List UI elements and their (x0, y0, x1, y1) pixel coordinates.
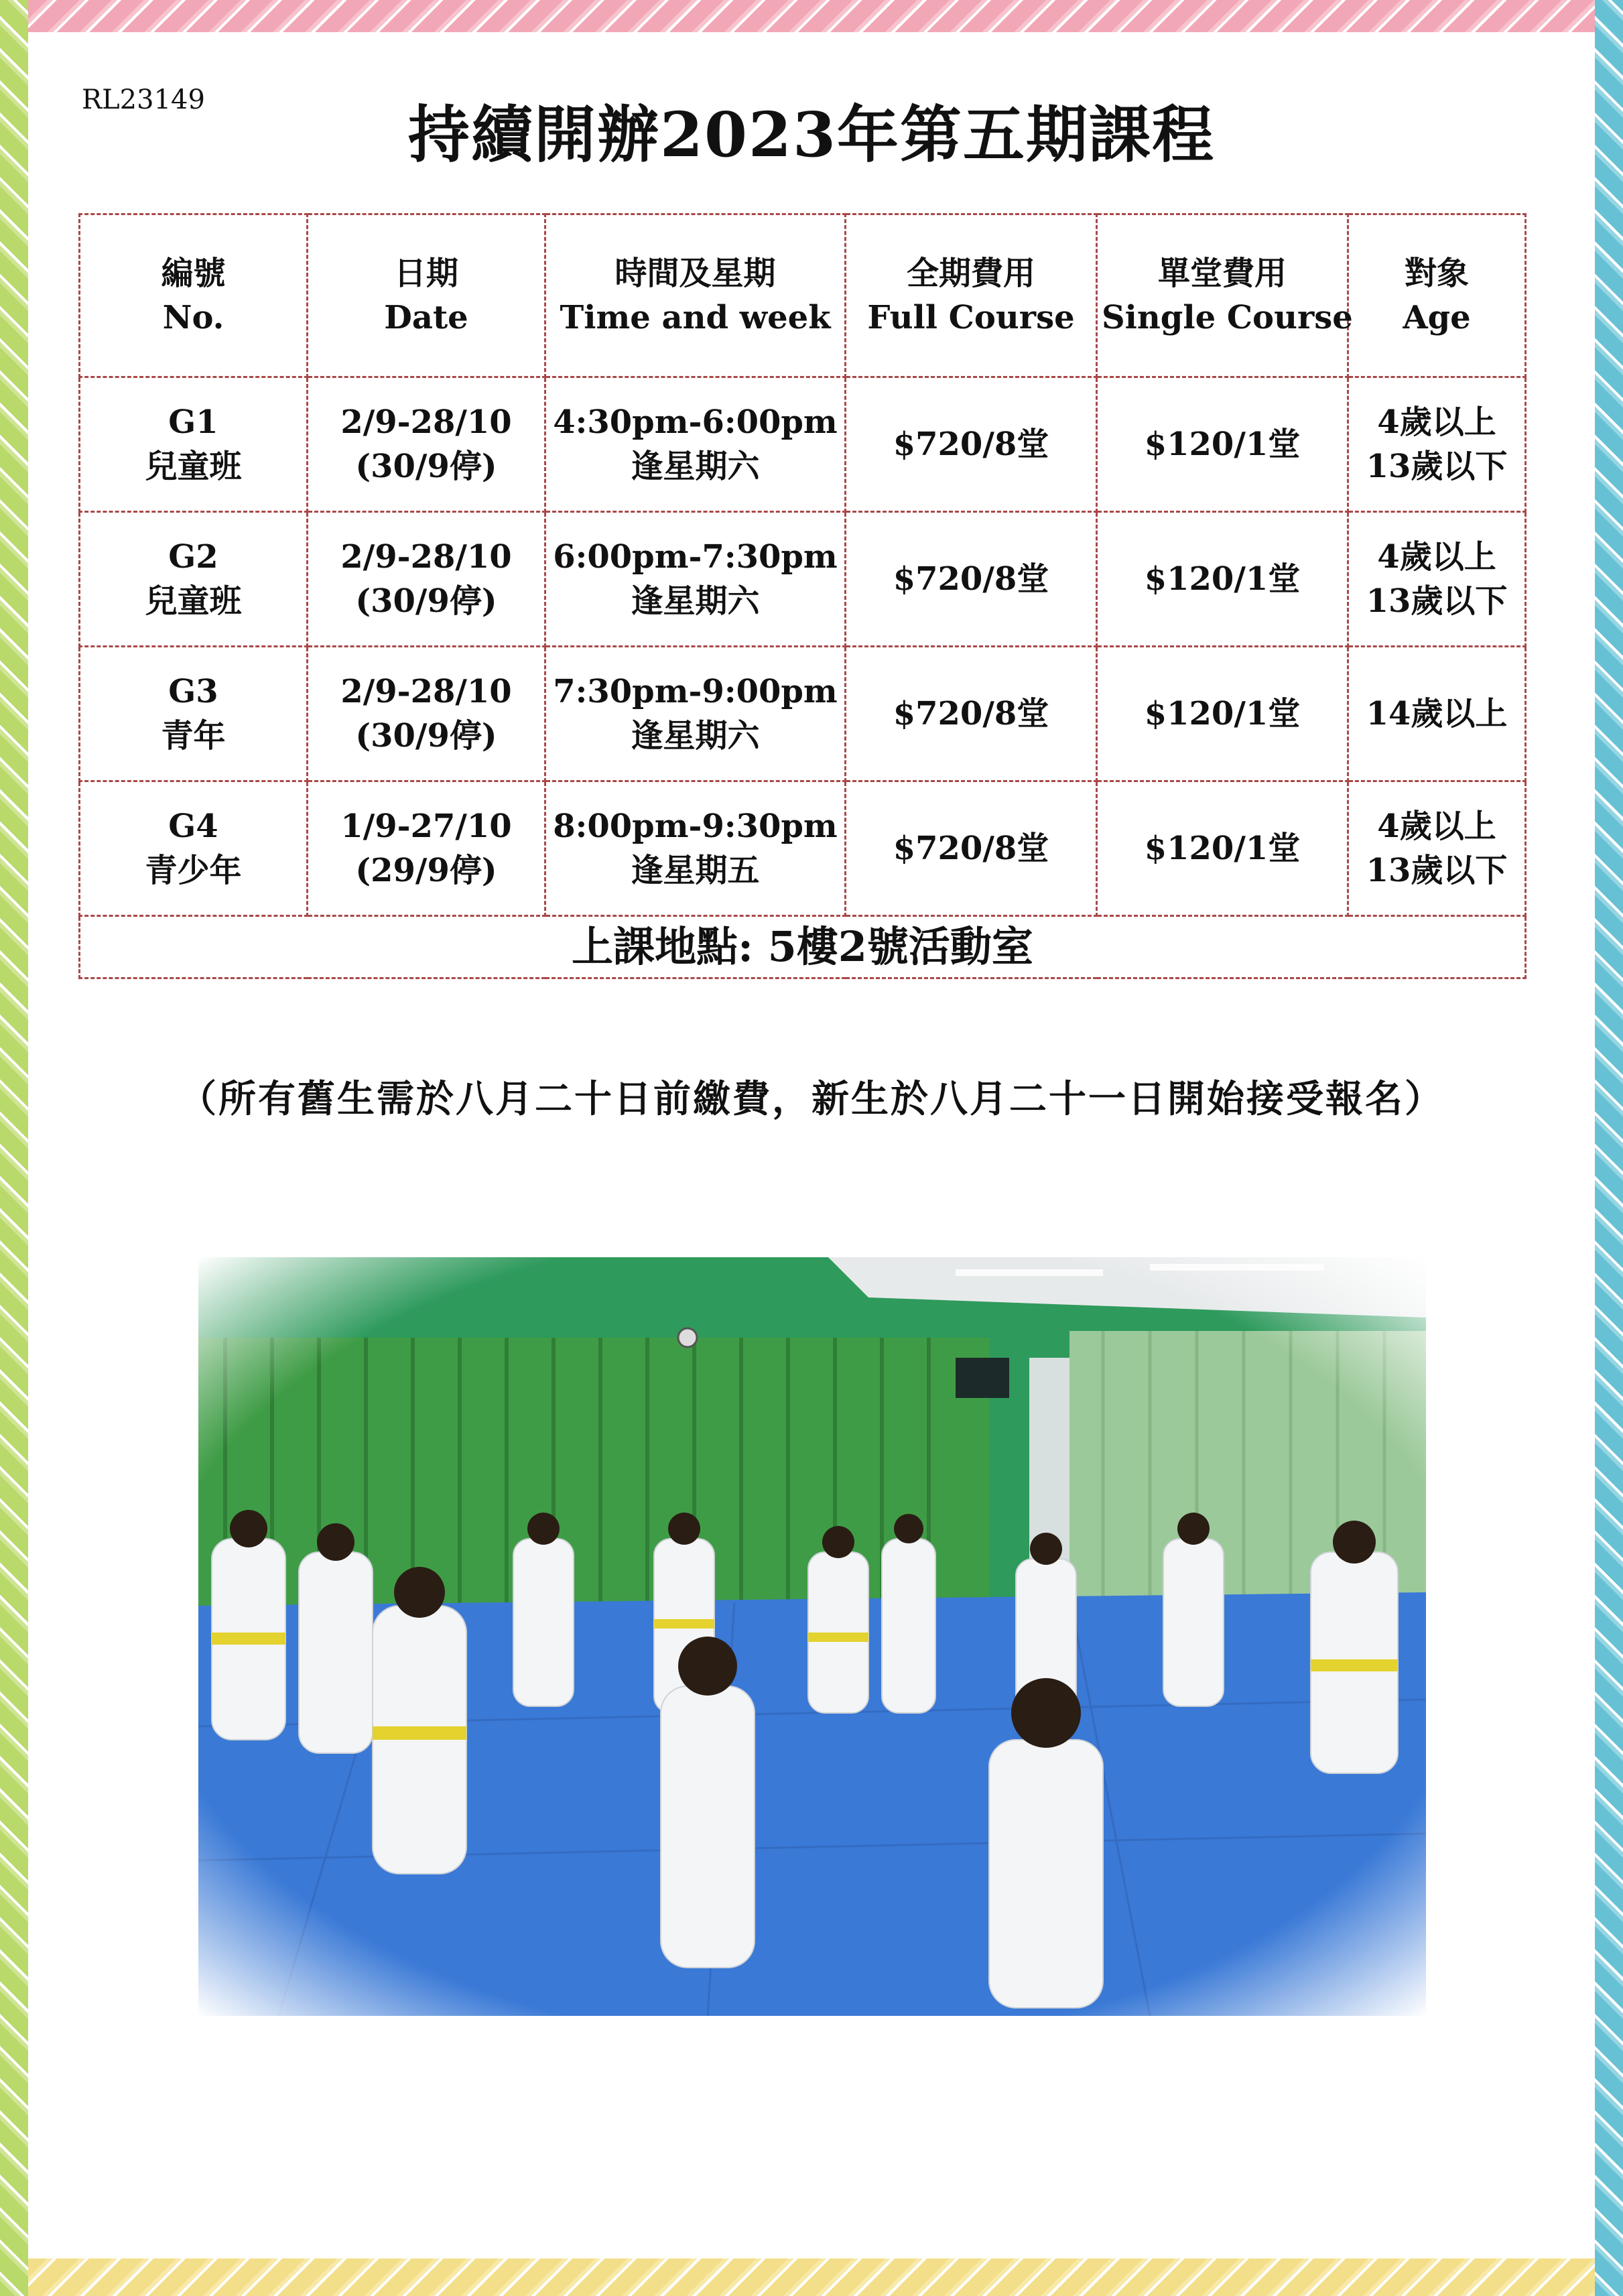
header-time: 時間及星期 Time and week (545, 214, 846, 377)
table-row (80, 512, 1526, 647)
header-age: 對象 Age (1348, 214, 1526, 377)
decorative-border-left (0, 0, 28, 2296)
header-full-course: 全期費用 Full Course (846, 214, 1097, 377)
cell-date: 2/9-28/10 (30/9停) (308, 647, 545, 781)
decorative-border-right (1595, 0, 1623, 2296)
header-date: 日期 Date (308, 214, 545, 377)
cell-time: 4:30pm-6:00pm 逢星期六 (545, 377, 846, 512)
cell-time: 6:00pm-7:30pm 逢星期六 (545, 512, 846, 647)
table-row (80, 781, 1526, 916)
cell-single-fee: $120/1堂 (1097, 781, 1348, 916)
cell-single-fee: $120/1堂 (1097, 647, 1348, 781)
course-schedule-table (78, 213, 1527, 979)
cell-age: 14歲以上 (1348, 647, 1526, 781)
table-header-row (80, 214, 1526, 377)
cell-full-fee: $720/8堂 (846, 781, 1097, 916)
cell-single-fee: $120/1堂 (1097, 377, 1348, 512)
page-title: 持續開辦2023年第五期課程 (407, 99, 1216, 171)
venue-row (80, 916, 1526, 978)
table-row (80, 647, 1526, 781)
cell-full-fee: $720/8堂 (846, 377, 1097, 512)
venue-cell: 上課地點: 5樓2號活動室 (80, 916, 1526, 978)
cell-date: 2/9-28/10 (30/9停) (308, 377, 545, 512)
registration-note: （所有舊生需於八月二十日前繳費，新生於八月二十一日開始接受報名） (179, 1077, 1444, 1121)
reference-code: RL23149 (82, 84, 205, 115)
cell-full-fee: $720/8堂 (846, 512, 1097, 647)
header-no: 編號 No. (80, 214, 308, 377)
cell-code: G1 兒童班 (80, 377, 308, 512)
cell-code: G3 青年 (80, 647, 308, 781)
cell-age: 4歲以上 13歲以下 (1348, 512, 1526, 647)
cell-date: 1/9-27/10 (29/9停) (308, 781, 545, 916)
cell-age: 4歲以上 13歲以下 (1348, 781, 1526, 916)
cell-time: 8:00pm-9:30pm 逢星期五 (545, 781, 846, 916)
cell-age: 4歲以上 13歲以下 (1348, 377, 1526, 512)
cell-single-fee: $120/1堂 (1097, 512, 1348, 647)
class-photo (198, 1257, 1426, 2016)
decorative-border-bottom (0, 2258, 1623, 2296)
header-single-course: 單堂費用 Single Course (1097, 214, 1348, 377)
cell-full-fee: $720/8堂 (846, 647, 1097, 781)
decorative-border-top (0, 0, 1623, 32)
cell-time: 7:30pm-9:00pm 逢星期六 (545, 647, 846, 781)
cell-date: 2/9-28/10 (30/9停) (308, 512, 545, 647)
cell-code: G4 青少年 (80, 781, 308, 916)
table-row (80, 377, 1526, 512)
cell-code: G2 兒童班 (80, 512, 308, 647)
